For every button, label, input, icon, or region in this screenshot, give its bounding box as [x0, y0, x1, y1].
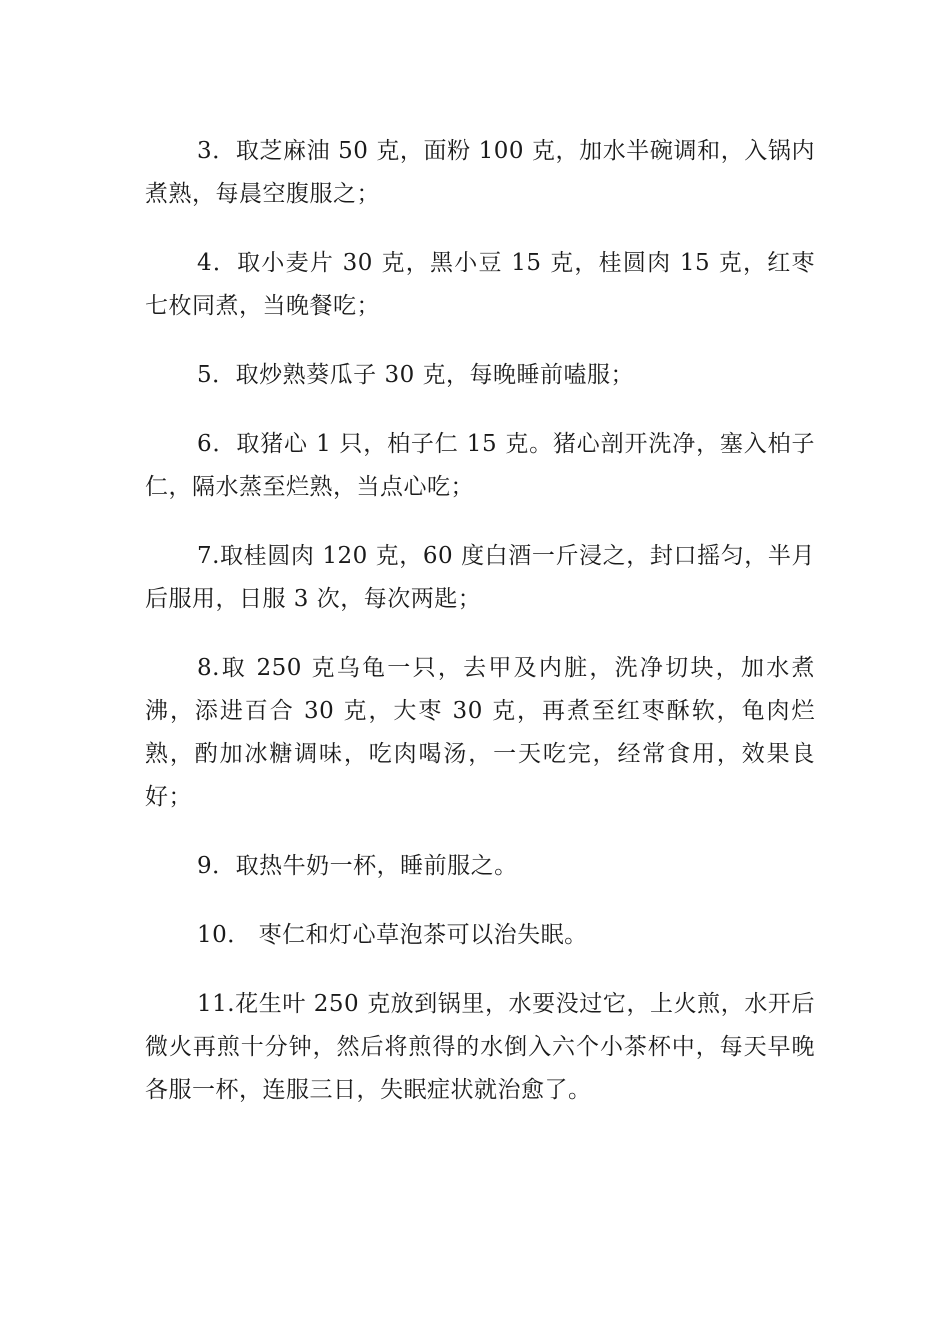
paragraph-remedy-6: 6．取猪心 1 只，柏子仁 15 克。猪心剖开洗净，塞入柏子仁，隔水蒸至烂熟，当点心吃； — [145, 431, 815, 500]
paragraph-remedy-9: 9．取热牛奶一杯，睡前服之。 — [197, 853, 518, 879]
paragraph-remedy-4: 4．取小麦片 30 克，黑小豆 15 克，桂圆肉 15 克，红枣七枚同煮，当晚餐吃； — [145, 250, 815, 319]
paragraph-remedy-5: 5．取炒熟葵瓜子 30 克，每晚睡前嗑服； — [197, 362, 635, 388]
paragraph-remedy-10: 10． 枣仁和灯心草泡茶可以治失眠。 — [197, 922, 588, 948]
paragraph-remedy-11: 11.花生叶 250 克放到锅里，水要没过它，上火煎，水开后微火再煎十分钟，然后将煎得的水倒入六个小茶杯中，每天早晚各服一杯，连服三日，失眠症状就治愈了。 — [145, 991, 815, 1103]
document-body — [145, 130, 815, 1138]
paragraph-remedy-3: 3．取芝麻油 50 克，面粉 100 克，加水半碗调和，入锅内煮熟，每晨空腹服之； — [145, 138, 815, 207]
paragraph-remedy-8: 8.取 250 克乌龟一只，去甲及内脏，洗净切块，加水煮沸，添进百合 30 克，大枣 30 克，再煮至红枣酥软，龟肉烂熟，酌加冰糖调味，吃肉喝汤，一天吃完，经常食用，效果良好； — [145, 655, 815, 810]
paragraph-remedy-7: 7.取桂圆肉 120 克，60 度白酒一斤浸之，封口摇匀，半月后服用，日服 3 次，每次两匙； — [145, 543, 815, 612]
